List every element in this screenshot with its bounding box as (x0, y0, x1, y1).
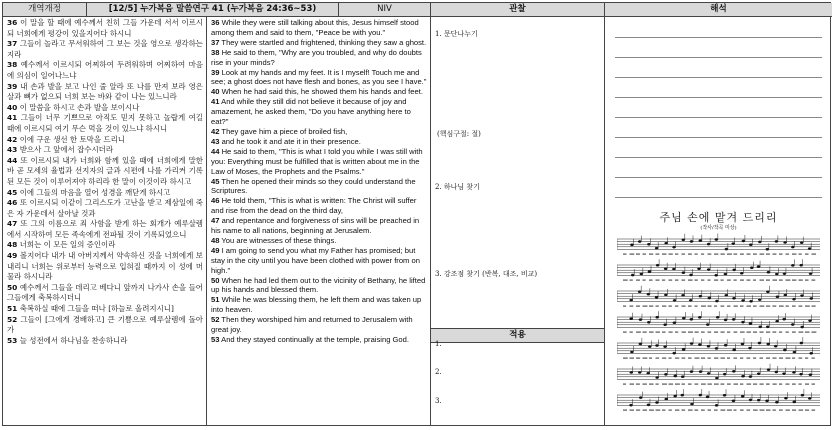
verse-number: 48 (211, 235, 220, 245)
verse (211, 127, 427, 137)
verse-number: 39 (7, 81, 18, 91)
verse-text: 이에 그들의 마음을 열어 성경을 깨닫게 하시고 (17, 187, 171, 197)
verse-text: Look at my hands and my feet. It is I myself! Touch me and see; a ghost does not have flesh and bones, as you see I have." (211, 67, 427, 87)
verse-text: 받으사 그 앞에서 잡수시더라 (17, 145, 114, 155)
korean-text-column (3, 17, 207, 425)
verse-text: 이에 구운 생선 한 토막을 드리니 (17, 134, 125, 144)
verse-number: 44 (211, 146, 220, 156)
verse (211, 335, 427, 345)
verse-number: 39 (211, 67, 220, 77)
verse-text: When he had said this, he showed them his hands and feet. (219, 87, 423, 97)
interpretation-header: 해석 (605, 3, 832, 17)
hymn-credit: (작사/작곡 미상) (700, 225, 737, 231)
verse-number: 49 (211, 245, 220, 255)
verse-number: 50 (7, 282, 18, 292)
verse-number: 41 (7, 113, 18, 123)
verse (7, 39, 203, 60)
verse-number: 45 (211, 176, 220, 186)
verse-number: 51 (7, 304, 18, 314)
verse-number: 37 (7, 39, 18, 49)
verse-text: 이 말을 할 때에 예수께서 친히 그들 가운데 서서 이르시되 너희에게 평강이 있을지어다 하시니 (7, 18, 203, 38)
verse-number: 52 (7, 314, 18, 324)
verse-number: 42 (211, 126, 220, 136)
verse-number: 41 (211, 97, 220, 107)
verse-text: 또 그의 이름으로 죄 사함을 받게 하는 회개가 예루살렘에서 시작하여 모든 족속에게 전파될 것이 기록되었으니 (7, 219, 203, 239)
verse (211, 196, 427, 216)
verse-number: 36 (7, 18, 18, 27)
verse (7, 113, 203, 134)
verse-number: 37 (211, 37, 220, 47)
verse-number: 47 (7, 219, 18, 229)
interpretation-column (605, 17, 832, 425)
verse-text: and repentance and forgiveness of sins will be preached in his name to all nations, beginning at Jerusalem. (211, 216, 420, 236)
verse-number: 45 (7, 187, 18, 197)
verse (211, 295, 427, 315)
verse (7, 18, 203, 39)
verse (7, 156, 203, 188)
verse-number: 52 (211, 315, 220, 325)
application-item-3: 3. (435, 397, 442, 405)
verse (7, 135, 203, 146)
verse-number: 53 (211, 335, 220, 344)
verse-text: Then he opened their minds so they could understand the Scriptures. (211, 176, 416, 196)
verse-text: 예수께서 그들을 데리고 베다니 앞까지 나가사 손을 들어 그들에게 축복하시더니 (7, 282, 203, 303)
verse (211, 315, 427, 335)
verse (211, 18, 427, 38)
verse (7, 82, 203, 103)
verse (7, 251, 203, 283)
application-header: 적용 (431, 328, 604, 343)
niv-text-column (207, 17, 431, 425)
worksheet-title: [12/5] 누가복음 말씀연구 41 (누가복음 24:36~53) (87, 3, 339, 17)
application-item-1: 1. (435, 340, 442, 348)
verse-text: 볼지어다 내가 내 아버지께서 약속하신 것을 너희에게 보내리니 너희는 위로부터 능력으로 입혀질 때까지 이 성에 머물라 하시니라 (7, 251, 203, 282)
verse (211, 48, 427, 68)
verse-text: While he was blessing them, he left them and was taken up into heaven. (211, 295, 422, 315)
verse (211, 137, 427, 147)
verse-text: And while they still did not believe it because of joy and amazement, he asked them, "Do you have anything here to eat?" (211, 97, 411, 127)
verse-text: I am going to send you what my Father has promised; but stay in the city until you have been clothed with power from on high." (211, 245, 420, 275)
verse-text: They gave him a piece of broiled fish, (219, 126, 348, 136)
application-item-2: 2. (435, 368, 442, 376)
verse (211, 38, 427, 48)
verse (7, 315, 203, 336)
key-verse-label: (핵심구절: 절) (437, 130, 481, 138)
hymn-title: 주님 손에 맡겨 드리리 (659, 211, 778, 224)
verse-number: 46 (7, 198, 18, 208)
verse-number: 47 (211, 216, 220, 226)
verse-text: 또 이르시되 내가 너희와 함께 있을 때에 너희에게 말한 바 곧 모세의 율법과 선지자의 글과 시편에 나를 가리켜 기록된 모든 것이 이루어져야 하리라 한 말이 이것이라 하시고 (7, 155, 203, 186)
verse (211, 68, 427, 88)
observation-column (431, 17, 605, 425)
verse (211, 177, 427, 197)
verse (7, 198, 203, 219)
verse-number: 51 (211, 295, 220, 305)
observation-header: 관찰 (431, 3, 605, 17)
verse-text: You are witnesses of these things. (219, 235, 337, 245)
verse (211, 87, 427, 97)
verse-number: 40 (211, 87, 220, 97)
niv-label: NIV (339, 3, 431, 17)
verse-text: He said to them, "This is what I told you while I was still with you: Everything must be fulfilled that is written about me in the Law of Moses, the Prophets and the Psalms." (211, 146, 423, 176)
verse (211, 236, 427, 246)
verse-number: 42 (7, 134, 18, 144)
verse-text: and he took it and ate it in their presence. (219, 136, 361, 146)
verse-text: They were startled and frightened, thinking they saw a ghost. (219, 37, 427, 47)
verse (211, 147, 427, 177)
verse (7, 60, 203, 81)
verse-text: 예수께서 이르시되 어찌하여 두려워하며 어찌하여 마음에 의심이 일어나느냐 (7, 60, 203, 80)
verse (211, 246, 427, 276)
verse-text: 늘 성전에서 하나님을 찬송하니라 (17, 335, 128, 345)
verse (211, 276, 427, 296)
verse-number: 36 (211, 18, 220, 27)
observation-item-2: 2. 하나님 찾기 (435, 183, 480, 191)
verse (7, 103, 203, 114)
verse (7, 240, 203, 251)
verse (211, 216, 427, 236)
observation-item-1: 1. 문단나누기 (435, 30, 478, 38)
verse (7, 145, 203, 156)
verse-text: 그들이 [그에게 경배하고] 큰 기쁨으로 예루살렘에 돌아가 (7, 314, 203, 335)
verse-text: When he had led them out to the vicinity of Bethany, he lifted up his hands and blessed them. (211, 275, 426, 295)
verse (211, 97, 427, 127)
worksheet (2, 2, 831, 426)
verse-text: While they were still talking about this, Jesus himself stood among them and said to them, "Peace be with you." (211, 18, 419, 37)
sheet-music-image (617, 233, 820, 423)
verse (7, 304, 203, 315)
korean-version-label: 개역개정 (3, 3, 87, 17)
verse-text: 그들이 너무 기쁘므로 아직도 믿지 못하고 놀랍게 여길 때에 이르시되 여기 무슨 먹을 것이 있느냐 하시니 (7, 113, 203, 133)
verse-number: 46 (211, 196, 220, 206)
verse-text: And they stayed continually at the temple, praising God. (219, 335, 409, 344)
verse-number: 53 (7, 335, 18, 345)
verse-number: 43 (7, 145, 18, 155)
verse-number: 50 (211, 275, 220, 285)
verse-text: He said to them, "Why are you troubled, and why do doubts rise in your minds? (211, 47, 422, 67)
verse-number: 38 (7, 60, 18, 70)
verse (7, 283, 203, 304)
verse-number: 40 (7, 102, 18, 112)
verse-number: 49 (7, 251, 18, 261)
verse-number: 38 (211, 47, 220, 57)
verse-text: 이 말씀을 하시고 손과 발을 보이시나 (17, 102, 140, 112)
verse-text: Then they worshiped him and returned to Jerusalem with great joy. (211, 315, 413, 335)
verse-text: 그들이 놀라고 무서워하여 그 보는 것을 영으로 생각하는지라 (7, 39, 203, 59)
verse-text: 내 손과 발을 보고 나인 줄 알라 또 나를 만져 보라 영은 살과 뼈가 없으되 너희 보는 바와 같이 나는 있느니라 (7, 81, 203, 102)
verse-text: 너희는 이 모든 일의 증인이라 (17, 240, 116, 250)
verse (7, 188, 203, 199)
verse (7, 219, 203, 240)
verse-number: 43 (211, 136, 220, 146)
verse-number: 48 (7, 240, 18, 250)
observation-item-3: 3. 강조점 찾기 (반복, 대조, 비교) (435, 270, 538, 278)
verse-number: 44 (7, 155, 18, 165)
verse-text: 또 이르시되 이같이 그리스도가 고난을 받고 제삼일에 죽은 자 가운데서 살아날 것과 (7, 198, 203, 218)
verse-text: He told them, "This is what is written: The Christ will suffer and rise from the dead on the third day, (211, 196, 417, 216)
verse-text: 축복하실 때에 그들을 떠나 [하늘로 올려지시니] (17, 304, 174, 314)
verse (7, 336, 203, 347)
